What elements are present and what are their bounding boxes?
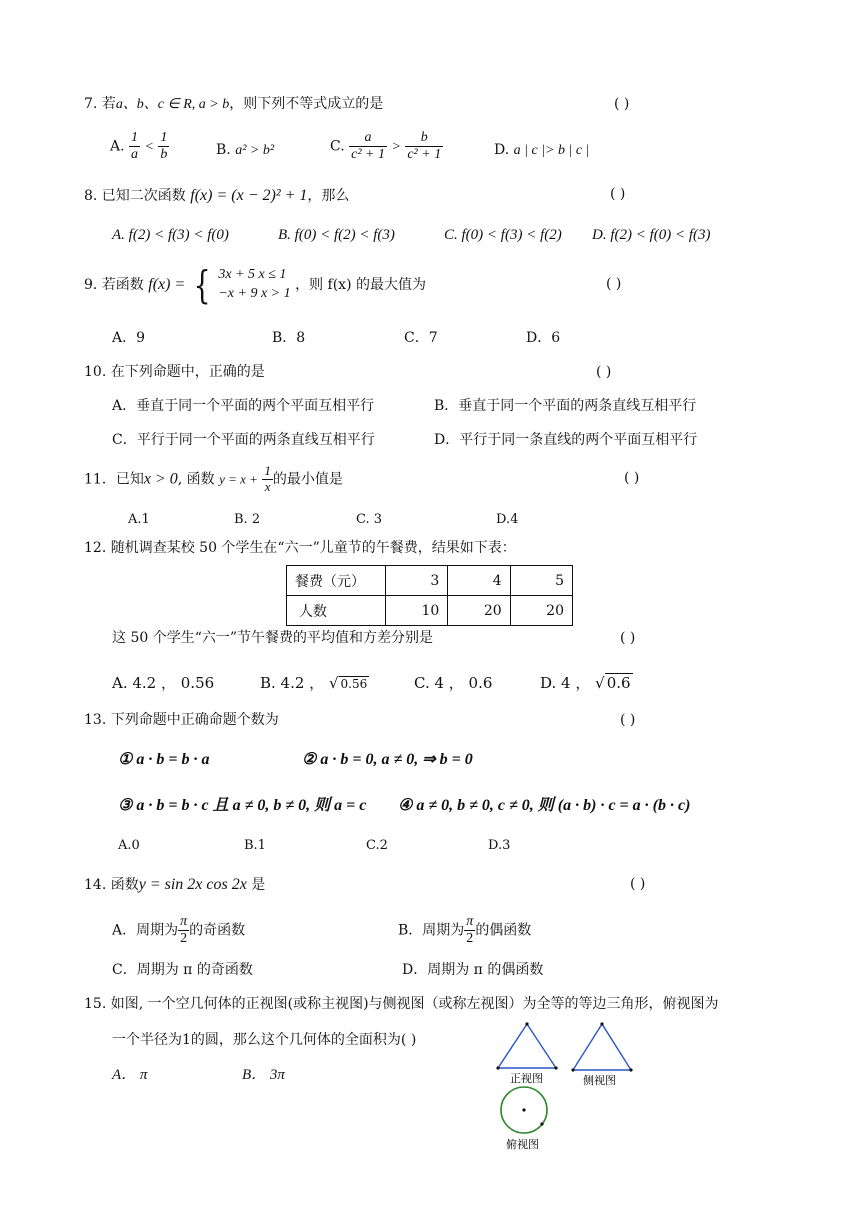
q14-option-d: D．周期为 π 的偶函数: [402, 962, 544, 978]
q12-sqrt-b: √ 0.56: [328, 674, 368, 692]
q8-option-a: A. f(2) < f(3) < f(0): [112, 227, 229, 243]
q10-stem: 10. 在下列命题中，正确的是: [84, 364, 265, 380]
q7-frac-a: $\frac{a}{\text{c² + 1}}$: [351, 130, 385, 163]
q11-frac-1-x: $\frac{1}{x}$: [264, 463, 271, 494]
table-row: [287, 596, 573, 626]
q7-option-b: B. a² > b²: [216, 142, 275, 158]
q13-option-b: B.1: [244, 838, 266, 853]
q9-answer-paren: ( ): [606, 276, 622, 292]
q13-proposition-1: ① a · b = b · a: [118, 751, 210, 768]
q11-option-a: A.1: [128, 512, 150, 527]
q12-option-c: C. 4 ， 0.6: [414, 674, 493, 692]
table-row: [287, 566, 573, 596]
table-cell: 3: [386, 566, 448, 596]
q13-option-c: C.2: [366, 838, 388, 853]
q7-frac-b: $\frac{b}{\text{c² + 1}}$: [407, 130, 442, 163]
q13-stem: 13. 下列命题中正确命题个数为: [84, 712, 279, 728]
q11-option-d: D.4: [496, 512, 519, 527]
q12-option-a: A. 4.2 ， 0.56: [112, 674, 215, 692]
q7-option-d: D. a | c |> b | c |: [494, 142, 590, 158]
q8-stem: 8. 已知二次函数 f(x) = (x − 2)² + 1，那么: [84, 187, 350, 204]
q11-stem: 11．已知x > 0, 函数 y = x + $\frac{1}{x}$ 的最小值是: [84, 463, 343, 494]
q11-answer-paren: ( ): [624, 470, 640, 486]
q13-answer-paren: ( ): [620, 712, 636, 728]
q14-frac-pi-2-a: $\frac{\pi}{2}$: [180, 914, 188, 947]
q9-option-b: B．8: [272, 330, 306, 346]
q7-answer-paren: ( ): [614, 96, 630, 112]
q7-option-c: C. $\frac{a}{\text{c² + 1}}$ > $\frac{b}{\text{c² + 1}}$: [330, 130, 442, 163]
q8-option-c: C. f(0) < f(3) < f(2): [444, 227, 562, 243]
q15-stem-line2: 一个半径为1的圆，那么这个几何体的全面积为( ): [112, 1032, 417, 1048]
q14-option-c: C．周期为 π 的奇函数: [112, 962, 253, 978]
q7-frac-1-b: $\frac{1}{b}$: [160, 130, 168, 163]
q15-three-views-figure: [490, 1018, 640, 1158]
q10-answer-paren: ( ): [596, 364, 612, 380]
q12-stem: 12. 随机调查某校 50 个学生在“六一”儿童节的午餐费，结果如下表：: [84, 540, 516, 556]
q9-stem: 9. 若函数 f(x) = { 3x + 5 x ≤ 1 −x + 9 x > 1 ，则 f(x) 的最大值为: [84, 263, 426, 307]
side-view-label: 侧视图: [583, 1074, 616, 1087]
table-cell: 20: [510, 596, 572, 626]
q15-option-a: A． π: [112, 1067, 148, 1083]
q10-option-c: C．平行于同一个平面的两条直线互相平行: [112, 432, 375, 448]
front-view-label: 正视图: [510, 1072, 543, 1085]
q8-option-d: D. f(2) < f(0) < f(3): [592, 227, 711, 243]
q13-proposition-4: ④ a ≠ 0, b ≠ 0, c ≠ 0, 则 (a · b) · c = a · (b · c): [398, 797, 691, 814]
table-cell: 10: [386, 596, 448, 626]
q9-option-a: A．9: [112, 330, 146, 346]
q12-option-d: D. 4 ， √ 0.6: [540, 674, 631, 692]
top-view-label: 俯视图: [506, 1138, 539, 1151]
q14-answer-paren: ( ): [630, 876, 646, 892]
q10-option-b: B．垂直于同一个平面的两条直线互相平行: [434, 398, 697, 414]
q13-option-d: D.3: [488, 838, 511, 853]
q14-stem: 14. 函数y = sin 2x cos 2x 是: [84, 876, 266, 893]
q9-option-c: C．7: [404, 330, 438, 346]
q8-answer-paren: ( ): [610, 186, 626, 202]
q14-option-a: A．周期为 $\frac{\pi}{2}$ 的奇函数: [112, 914, 246, 947]
q7-stem: 7. 若a、b、c ∈ R, a > b，则下列不等式成立的是: [84, 96, 384, 112]
q12-option-b: B. 4.2 ， √ 0.56: [260, 674, 368, 692]
q10-option-a: A．垂直于同一个平面的两个平面互相平行: [112, 398, 375, 414]
q12-stem2: 这 50 个学生“六一”节午餐费的平均值和方差分别是: [112, 630, 434, 646]
front-view-triangle: [496, 1022, 557, 1069]
top-view-circle: [501, 1087, 547, 1133]
q13-option-a: A.0: [118, 838, 140, 853]
q13-proposition-3: ③ a · b = b · c 且 a ≠ 0, b ≠ 0, 则 a = c: [118, 797, 367, 814]
table-cell: 20: [448, 596, 510, 626]
q15-option-b: B． 3π: [242, 1067, 285, 1083]
q11-option-c: C. 3: [356, 512, 383, 527]
q12-answer-paren: ( ): [620, 630, 636, 646]
side-view-triangle: [571, 1022, 632, 1071]
q9-brace: {: [193, 263, 211, 307]
q14-frac-pi-2-b: $\frac{\pi}{2}$: [466, 914, 474, 947]
q11-option-b: B. 2: [234, 512, 261, 527]
table-cell: 5: [510, 566, 572, 596]
q9-option-d: D．6: [526, 330, 561, 346]
table-cell: 4: [448, 566, 510, 596]
q12-lunch-table: [286, 565, 573, 626]
q10-option-d: D．平行于同一条直线的两个平面互相平行: [434, 432, 698, 448]
table-cell: 餐费（元）: [287, 566, 386, 596]
q7-option-a: A. $\frac{1}{a}$ < $\frac{1}{b}$: [110, 130, 168, 163]
q13-proposition-2: ② a · b = 0, a ≠ 0, ⇒ b = 0: [302, 751, 473, 768]
table-cell: 人数: [287, 596, 386, 626]
q14-option-b: B．周期为 $\frac{\pi}{2}$ 的偶函数: [398, 914, 532, 947]
q8-option-b: B. f(0) < f(2) < f(3): [278, 227, 395, 243]
q9-cases: 3x + 5 x ≤ 1 −x + 9 x > 1: [218, 267, 291, 301]
q12-sqrt-d: √ 0.6: [595, 674, 631, 692]
q7-frac-1-a: $\frac{1}{a}$: [131, 130, 139, 163]
q15-stem-line1: 15. 如图, 一个空几何体的正视图(或称主视图)与侧视图（或称左视图）为全等的等边三角形，俯视图为: [84, 996, 719, 1012]
